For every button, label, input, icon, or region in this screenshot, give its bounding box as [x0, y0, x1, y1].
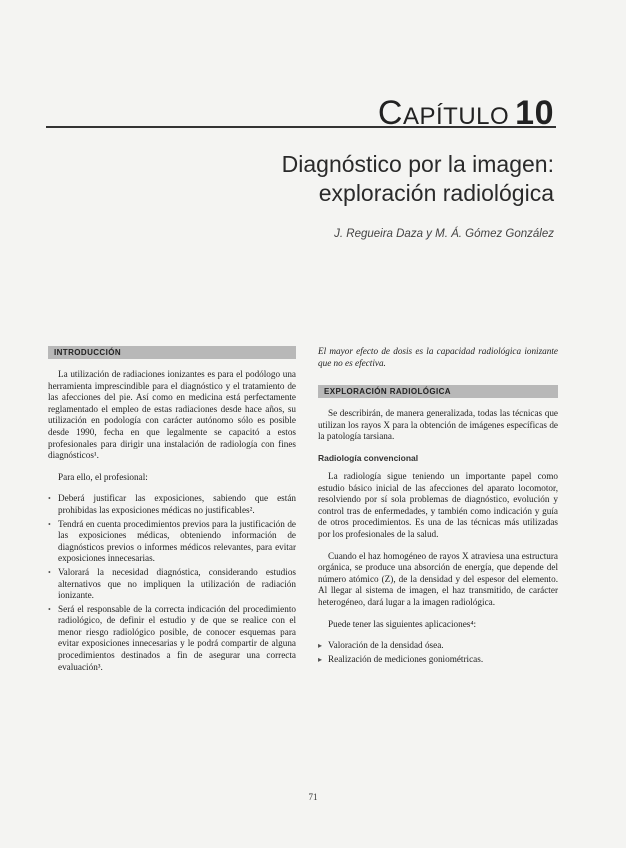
bullet-icon: ▸ [318, 654, 323, 664]
paragraph: Puede tener las siguientes aplicaciones⁴: [328, 618, 477, 629]
chapter-title [194, 150, 554, 208]
chapter-title-line-2: exploración radiológica [318, 180, 554, 206]
section-heading-exploracion: EXPLORACIÓN RADIOLÓGICA [318, 385, 558, 398]
paragraph: La radiología sigue teniendo un importante papel como estudio básico inicial de las afecciones del aparato locomotor, resolviendo por sí sola problemas de diagnóstico, evolución y control tras de enfermedades, y también como indicación y guía de otros procedimientos. Es una de las técnicas más utilizadas por los profesionales de la salud. [318, 470, 558, 539]
list-item: ▸ Realización de mediciones goniométricas. [318, 653, 484, 664]
chapter-title-line-1: Diagnóstico por la imagen: [281, 151, 554, 177]
epigraph-quote: El mayor efecto de dosis es la capacidad radiológica ionizante que no es efectiva. [318, 346, 558, 368]
bullet-icon: • [48, 604, 51, 614]
right-column [318, 346, 558, 667]
subsection-heading: Radiología convencional [318, 452, 419, 463]
chapter-number: 10 [515, 94, 554, 132]
list-item: • Deberá justificar las exposiciones, sabiendo que están prohibidas las exposiciones médicas no justificables². [48, 493, 296, 515]
paragraph: Cuando el haz homogéneo de rayos X atraviesa una estructura orgánica, se produce una absorción de energía, que depende del número atómico (Z), de la densidad y del espesor del elemento. Al llegar al sistema de imagen, el haz transmitido, de carácter heterogéneo, dará lugar a la imagen radiológica. [318, 550, 558, 607]
authors: J. Regueira Daza y M. Á. Gómez González [334, 228, 554, 240]
chapter-label: Capítulo [377, 94, 510, 132]
paragraph: Para ello, el profesional: [58, 471, 148, 482]
bullet-icon: • [48, 519, 51, 529]
page-number: 71 [308, 792, 318, 802]
paragraph: La utilización de radiaciones ionizantes es para el podólogo una herramienta imprescindible para el diagnóstico y el tratamiento de las afecciones del pie. Así como en medicina está perfectamente reglamentado el empleo de estas radiaciones desde hace años, su utilización en podología con carácter autónomo sólo es posible desde 1990, fecha en que legalmente se capacitó a estos profesionales para dirigir una instalación de radiología con fines diagnósticos¹. [48, 369, 296, 461]
section-heading-introduccion: INTRODUCCIÓN [48, 346, 296, 359]
bullet-icon: • [48, 567, 51, 577]
left-column [48, 346, 296, 675]
paragraph: Se describirán, de manera generalizada, todas las técnicas que utilizan los rayos X para la obtención de imágenes específicas de la patología tarsiana. [318, 408, 558, 442]
list-item: • Tendrá en cuenta procedimientos previos para la justificación de las exposiciones médicas, obteniendo información de diagnósticos previos o informes médicos relevantes, para evitar exposiciones innecesarias. [48, 518, 296, 564]
bullet-list [318, 640, 558, 665]
chapter-rule [46, 126, 556, 128]
bullet-icon: • [48, 494, 51, 504]
bullet-icon: ▸ [318, 641, 323, 651]
list-item: • Será el responsable de la correcta indicación del procedimiento radiológico, de definir el estudio y de que se realice con el menor riesgo radiológico posible, de conocer esquemas para evitar exposiciones innecesarias y le podrá compartir de alguna procedimientos destinados a fin de asegurar una correcta evaluación³. [48, 603, 296, 672]
list-item: ▸ Valoración de la densidad ósea. [318, 640, 444, 651]
bullet-list [48, 493, 296, 673]
list-item: • Valorará la necesidad diagnóstica, considerando estudios alternativos que no impliquen la utilización de radiación ionizante. [48, 566, 296, 601]
